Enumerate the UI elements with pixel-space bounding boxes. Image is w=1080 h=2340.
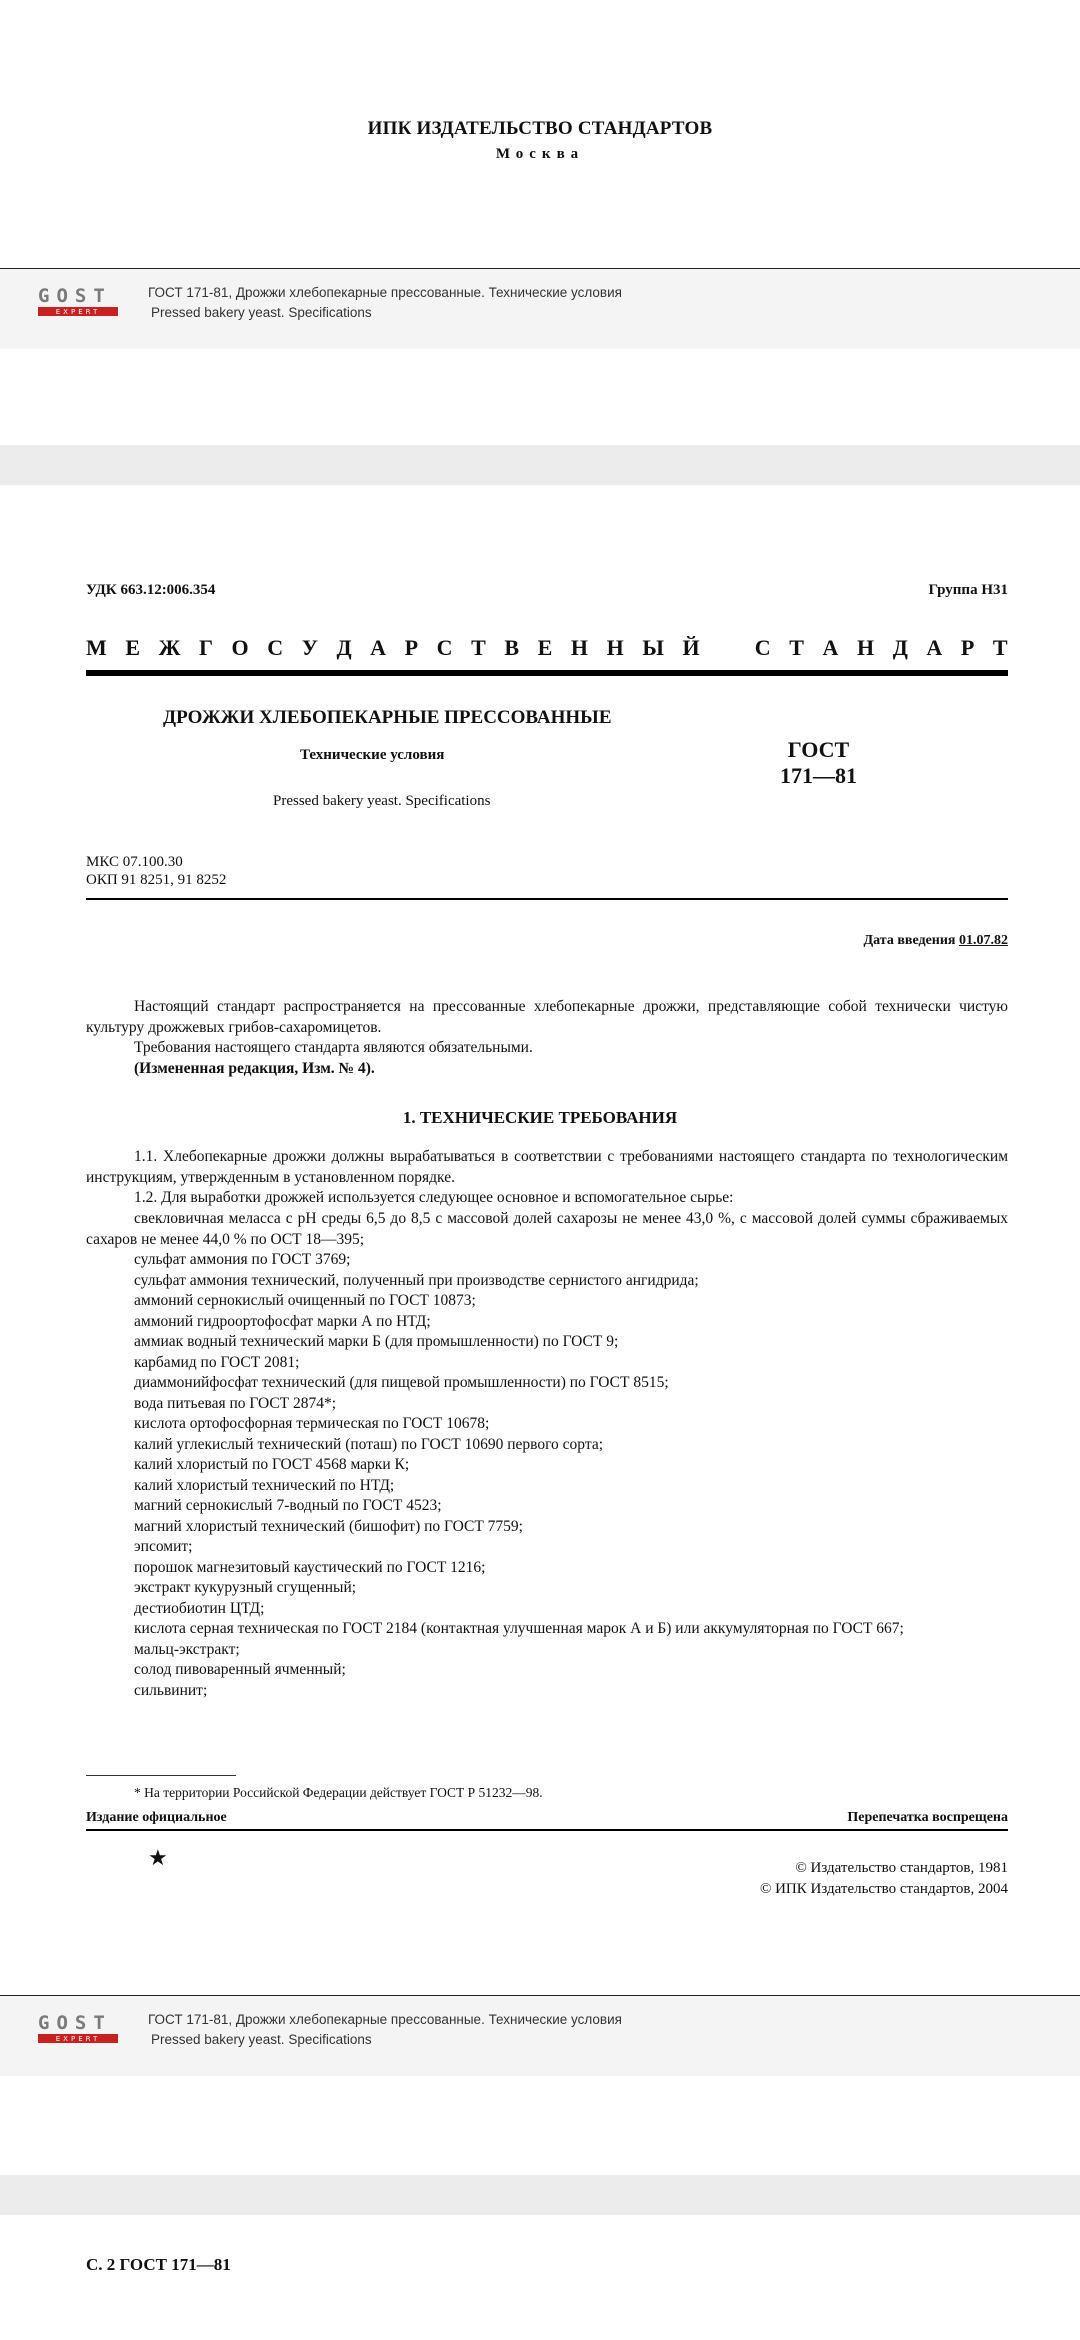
- reprint-prohibited-label: Перепечатка воспрещена: [847, 1810, 1008, 1825]
- official-edition-label: Издание официальное: [86, 1810, 227, 1825]
- material-item: калий хлористый по ГОСТ 4568 марки К;: [134, 1456, 410, 1473]
- material-item: карбамид по ГОСТ 2081;: [134, 1353, 300, 1371]
- heading-letter: Н: [606, 635, 624, 660]
- material-item: эпсомит;: [134, 1538, 193, 1555]
- okp-code: ОКП 91 8251, 91 8252: [86, 872, 227, 888]
- material-item: сильвинит;: [134, 1681, 208, 1699]
- copyright-2: © ИПК Издательство стандартов, 2004: [759, 1881, 1008, 1897]
- strip-text: [148, 283, 622, 323]
- material-item: аммоний сернокислый очищенный по ГОСТ 10873;: [134, 1292, 476, 1309]
- strip-line-2: Pressed bakery yeast. Specifications: [151, 2032, 372, 2047]
- main-page: [0, 485, 1080, 2175]
- footnote: * На территории Российской Федерации действует ГОСТ Р 51232—98.: [134, 1785, 543, 1800]
- classification-codes: [86, 853, 226, 889]
- next-page-fragment: [0, 2215, 1080, 2340]
- document-subtitle: Технические условия: [300, 747, 445, 763]
- material-item: порошок магнезитовый каустический по ГОСТ 1216;: [134, 1558, 486, 1576]
- heading-letter: В: [504, 635, 520, 660]
- gost-number-block: [780, 737, 857, 789]
- heading-letter: Д: [892, 635, 908, 660]
- publisher-block: [0, 118, 1080, 163]
- heading-letter: Н: [857, 635, 875, 660]
- heading-letter: Й: [682, 635, 700, 660]
- page-number-header: С. 2 ГОСТ 171—81: [86, 2255, 231, 2274]
- heading-letter: Д: [336, 635, 352, 660]
- material-item: солод пивоваренный ячменный;: [134, 1661, 346, 1678]
- heading-letter: М: [86, 635, 107, 660]
- publisher-city: Москва: [495, 146, 585, 162]
- publisher-name: ИПК ИЗДАТЕЛЬСТВО СТАНДАРТОВ: [367, 118, 713, 139]
- gost-number: 171—81: [780, 763, 857, 788]
- logo-word: GOST: [38, 285, 112, 307]
- heading-letter: Т: [789, 635, 804, 660]
- document-title: ДРОЖЖИ ХЛЕБОПЕКАРНЫЕ ПРЕССОВАННЫЕ: [163, 707, 612, 728]
- material-item: сульфат аммония технический, полученный при производстве сернистого ангидрида;: [134, 1271, 699, 1289]
- official-divider: [86, 1829, 1008, 1831]
- introduction: [86, 997, 1008, 1079]
- gost-expert-logo: [38, 287, 118, 316]
- date-label: Дата введения: [863, 933, 956, 948]
- material-item: магний сернокислый 7-водный по ГОСТ 4523;: [134, 1497, 442, 1514]
- udk-code: УДК 663.12:006.354: [86, 582, 216, 598]
- logo-sub-bar: [38, 307, 118, 316]
- heading-letter: Г: [198, 635, 213, 660]
- strip-line-1: ГОСТ 171-81, Дрожжи хлебопекарные прессованные. Технические условия: [148, 285, 622, 300]
- footnote-divider: [86, 1775, 236, 1776]
- heading-letter: Р: [960, 635, 975, 660]
- paragraph-1-2: 1.2. Для выработки дрожжей используется следующее основное и вспомогательное сырье:: [134, 1189, 734, 1206]
- copyright-block: [760, 1858, 1008, 1900]
- gost-expert-strip[interactable]: [0, 268, 1080, 349]
- intro-paragraph-1: Настоящий стандарт распространяется на прессованные хлебопекарные дрожжи, представляющие собой технически чистую культуру дрожжевых грибов-сахаромицетов.: [86, 998, 1008, 1036]
- heading-letter: Ы: [642, 635, 664, 660]
- heading-letter: У: [301, 635, 318, 660]
- mks-code: МКС 07.100.30: [86, 854, 183, 870]
- material-item: кислота ортофосфорная термическая по ГОСТ 10678;: [134, 1415, 490, 1432]
- strip-text: [148, 2010, 622, 2050]
- section-paragraphs: [86, 1147, 1008, 1209]
- thick-divider: [86, 670, 1008, 676]
- logo-sub: EXPERT: [55, 2034, 101, 2043]
- title-page-fragment: [0, 0, 1080, 445]
- paragraph-1-1: 1.1. Хлебопекарные дрожжи должны вырабатываться в соответствии с требованиями настоящего стандарта по технологическим инструкциям, утвержденным в установленном порядке.: [86, 1148, 1008, 1186]
- material-item: кислота серная техническая по ГОСТ 2184 (контактная улучшенная марок А и Б) или аккумуляторная по ГОСТ 667;: [134, 1620, 904, 1637]
- heading-letter: О: [231, 635, 249, 660]
- heading-gap: [718, 635, 736, 661]
- logo-sub-bar: [38, 2034, 118, 2043]
- heading-letter: Е: [125, 635, 141, 660]
- amendment-note: (Измененная редакция, Изм. № 4).: [134, 1059, 375, 1077]
- heading-letter: Р: [404, 635, 419, 660]
- heading-letter: А: [822, 635, 839, 660]
- material-item: аммиак водный технический марки Б (для промышленности) по ГОСТ 9;: [134, 1333, 619, 1350]
- heading-letter: С: [436, 635, 453, 660]
- thin-divider: [86, 898, 1008, 900]
- material-item: дестиобиотин ЦТД;: [134, 1599, 265, 1617]
- strip-line-1: ГОСТ 171-81, Дрожжи хлебопекарные прессованные. Технические условия: [148, 2012, 622, 2027]
- heading-letter: С: [754, 635, 771, 660]
- intro-paragraph-2: Требования настоящего стандарта являются обязательными.: [134, 1039, 533, 1056]
- material-item: экстракт кукурузный сгущенный;: [134, 1579, 357, 1596]
- material-item: мальц-экстракт;: [134, 1640, 240, 1658]
- material-item: аммоний гидроортофосфат марки А по НТД;: [134, 1312, 431, 1330]
- heading-letter: Ж: [158, 635, 181, 660]
- interstate-standard-heading: [86, 635, 1008, 661]
- heading-letter: С: [267, 635, 284, 660]
- heading-letter: А: [926, 635, 943, 660]
- heading-letter: Е: [537, 635, 553, 660]
- section-title: 1. ТЕХНИЧЕСКИЕ ТРЕБОВАНИЯ: [402, 1108, 678, 1127]
- strip-line-2: Pressed bakery yeast. Specifications: [151, 305, 372, 320]
- logo-word: GOST: [38, 2012, 112, 2034]
- heading-letter: Н: [570, 635, 589, 660]
- material-item: сульфат аммония по ГОСТ 3769;: [134, 1251, 351, 1268]
- heading-letter: Т: [471, 635, 486, 660]
- heading-letter: А: [370, 635, 387, 660]
- heading-letter: Т: [992, 635, 1008, 660]
- material-item: магний хлористый технический (бишофит) по ГОСТ 7759;: [134, 1517, 523, 1535]
- gost-label: ГОСТ: [787, 737, 850, 762]
- material-item: свекловичная меласса с pH среды 6,5 до 8,5 с массовой долей сахарозы не менее 43,0 %, с массовой долей суммы сбраживаемых сахаров не менее 44,0 % по ОСТ 18—395;: [86, 1210, 1008, 1248]
- introduction-date: [864, 933, 1008, 949]
- copyright-1: © Издательство стандартов, 1981: [795, 1860, 1008, 1876]
- material-item: калий хлористый технический по НТД;: [134, 1476, 395, 1494]
- raw-materials-list: [86, 1209, 1008, 1701]
- gost-expert-logo: [38, 2014, 118, 2043]
- date-value: 01.07.82: [959, 933, 1008, 948]
- material-item: вода питьевая по ГОСТ 2874*;: [134, 1394, 337, 1412]
- document-title-en: Pressed bakery yeast. Specifications: [273, 793, 491, 809]
- material-item: диаммонийфосфат технический (для пищевой промышленности) по ГОСТ 8515;: [134, 1374, 669, 1391]
- material-item: калий углекислый технический (поташ) по ГОСТ 10690 первого сорта;: [134, 1435, 604, 1453]
- gost-expert-strip-2[interactable]: [0, 1995, 1080, 2076]
- group-code: Группа Н31: [928, 582, 1008, 598]
- logo-sub: EXPERT: [55, 307, 101, 316]
- star-icon: ★: [148, 1845, 168, 1870]
